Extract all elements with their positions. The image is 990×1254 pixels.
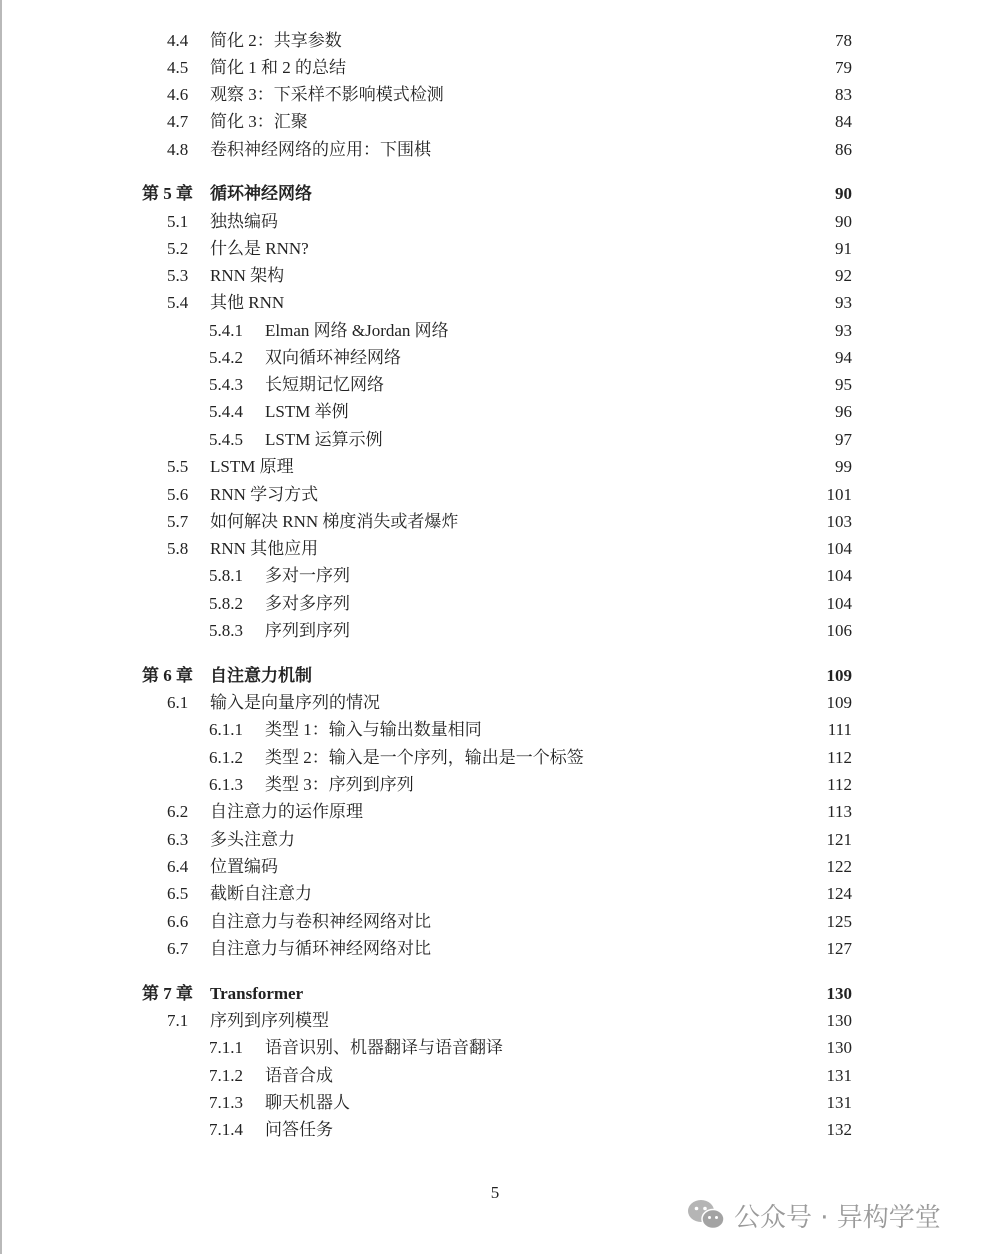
toc-number: 6.4 xyxy=(167,857,189,876)
toc-section-row[interactable] xyxy=(167,28,852,54)
toc-section-row[interactable] xyxy=(167,55,852,81)
toc-number: 4.7 xyxy=(167,112,189,131)
toc-title: Elman 网络 &Jordan 网络 xyxy=(265,318,453,344)
toc-section-row[interactable] xyxy=(167,82,852,108)
toc-subsection-row[interactable] xyxy=(209,1090,852,1116)
toc-number: 5.1 xyxy=(167,212,189,231)
toc-page-number: 91 xyxy=(829,236,852,262)
toc-section-row[interactable] xyxy=(167,936,852,962)
toc-page-number: 90 xyxy=(829,209,852,235)
toc-section-row[interactable] xyxy=(167,536,852,562)
toc-title: 位置编码 xyxy=(210,854,282,880)
toc-section-row[interactable] xyxy=(167,209,852,235)
toc-section-row[interactable] xyxy=(167,137,852,163)
toc-number: 7.1.4 xyxy=(209,1120,243,1139)
toc-page-number: 112 xyxy=(821,772,852,798)
toc-title: 多头注意力 xyxy=(210,827,299,853)
toc-title: 观察 3：下采样不影响模式检测 xyxy=(210,82,448,108)
toc-title: 循环神经网络 xyxy=(210,181,316,207)
toc-page-number: 104 xyxy=(821,591,853,617)
toc-title: RNN 学习方式 xyxy=(210,482,322,508)
toc-page-number: 127 xyxy=(821,936,853,962)
toc-section-row[interactable] xyxy=(167,881,852,907)
toc-page-number: 131 xyxy=(821,1063,853,1089)
toc-page-number: 131 xyxy=(821,1090,853,1116)
toc-title: 简化 3：汇聚 xyxy=(210,109,312,135)
toc-title: 聊天机器人 xyxy=(265,1090,354,1116)
toc-page-number: 112 xyxy=(821,745,852,771)
toc-page-number: 97 xyxy=(829,427,852,453)
toc-page-number: 78 xyxy=(829,28,852,54)
watermark xyxy=(686,1196,976,1234)
toc-page-number: 121 xyxy=(821,827,853,853)
toc-subsection-row[interactable] xyxy=(209,563,852,589)
toc-page-number: 96 xyxy=(829,399,852,425)
toc-title: 截断自注意力 xyxy=(210,881,316,907)
toc-title: Transformer xyxy=(210,981,307,1007)
toc-number: 5.4.1 xyxy=(209,321,243,340)
toc-page-number: 95 xyxy=(829,372,852,398)
toc-page-number: 93 xyxy=(829,318,852,344)
toc-number: 第 6 章 xyxy=(142,666,193,685)
toc-title: 多对一序列 xyxy=(265,563,354,589)
toc-number: 5.5 xyxy=(167,457,189,476)
toc-page-number: 103 xyxy=(821,509,853,535)
toc-number: 6.5 xyxy=(167,884,189,903)
toc-page-number: 84 xyxy=(829,109,852,135)
toc-title: 自注意力机制 xyxy=(210,663,316,689)
toc-page-number: 113 xyxy=(821,799,852,825)
toc-number: 6.1.1 xyxy=(209,720,243,739)
toc-page-number: 130 xyxy=(821,981,853,1007)
toc-title: RNN 架构 xyxy=(210,263,288,289)
toc-section-row[interactable] xyxy=(167,509,852,535)
toc-page-number: 130 xyxy=(821,1008,853,1034)
toc-page-number: 104 xyxy=(821,536,853,562)
toc-number: 4.5 xyxy=(167,58,189,77)
toc-number: 4.4 xyxy=(167,31,189,50)
toc-section-row[interactable] xyxy=(167,690,852,716)
toc-section-row[interactable] xyxy=(167,799,852,825)
toc-page-number: 93 xyxy=(829,290,852,316)
toc-number: 6.1.2 xyxy=(209,748,243,767)
toc-page-number: 90 xyxy=(829,181,852,207)
toc-number: 6.1.3 xyxy=(209,775,243,794)
toc-title: 简化 1 和 2 的总结 xyxy=(210,55,350,81)
toc-title: 双向循环神经网络 xyxy=(265,345,405,371)
toc-number: 6.6 xyxy=(167,912,189,931)
toc-number: 5.4.3 xyxy=(209,375,243,394)
toc-subsection-row[interactable] xyxy=(209,745,852,771)
toc-section-row[interactable] xyxy=(167,909,852,935)
toc-number: 5.3 xyxy=(167,266,189,285)
toc-title: LSTM 原理 xyxy=(210,454,298,480)
toc-page-number: 86 xyxy=(829,137,852,163)
toc-number: 4.8 xyxy=(167,140,189,159)
toc-title: 输入是向量序列的情况 xyxy=(210,690,384,716)
toc-number: 5.6 xyxy=(167,485,189,504)
toc-section-row[interactable] xyxy=(167,854,852,880)
toc-page-number: 111 xyxy=(822,717,852,743)
toc-title: 序列到序列 xyxy=(265,618,354,644)
toc-title: RNN 其他应用 xyxy=(210,536,322,562)
toc-subsection-row[interactable] xyxy=(209,618,852,644)
toc-number: 5.4.4 xyxy=(209,402,243,421)
toc-subsection-row[interactable] xyxy=(209,772,852,798)
toc-number: 5.8.1 xyxy=(209,566,243,585)
toc-subsection-row[interactable] xyxy=(209,345,852,371)
toc-title: 多对多序列 xyxy=(265,591,354,617)
toc-page-number: 122 xyxy=(821,854,853,880)
toc-section-row[interactable] xyxy=(167,109,852,135)
toc-chapter-row[interactable] xyxy=(142,981,852,1007)
toc-section-row[interactable] xyxy=(167,236,852,262)
toc-page-number: 124 xyxy=(821,881,853,907)
toc-title: 什么是 RNN? xyxy=(210,236,313,262)
toc-title: 长短期记忆网络 xyxy=(265,372,388,398)
toc-title: 类型 2：输入是一个序列，输出是一个标签 xyxy=(265,745,588,771)
toc-title: 卷积神经网络的应用：下围棋 xyxy=(210,137,435,163)
toc-page-number: 92 xyxy=(829,263,852,289)
toc-number: 7.1.2 xyxy=(209,1066,243,1085)
toc-chapter-row[interactable] xyxy=(142,181,852,207)
toc-number: 5.8 xyxy=(167,539,189,558)
toc-number: 5.4 xyxy=(167,293,189,312)
toc-number: 6.2 xyxy=(167,802,189,821)
toc-page-number: 130 xyxy=(821,1035,853,1061)
toc-section-row[interactable] xyxy=(167,827,852,853)
toc-title: 独热编码 xyxy=(210,209,282,235)
toc-page-number: 83 xyxy=(829,82,852,108)
toc-number: 6.7 xyxy=(167,939,189,958)
toc-title: 类型 3：序列到序列 xyxy=(265,772,418,798)
toc-title: 其他 RNN xyxy=(210,290,288,316)
toc-page-number: 79 xyxy=(829,55,852,81)
toc-subsection-row[interactable] xyxy=(209,427,852,453)
toc-number: 6.1 xyxy=(167,693,189,712)
toc-subsection-row[interactable] xyxy=(209,1063,852,1089)
toc-title: 如何解决 RNN 梯度消失或者爆炸 xyxy=(210,509,462,535)
toc-page-number: 104 xyxy=(821,563,853,589)
toc-chapter-row[interactable] xyxy=(142,663,852,689)
toc-section-row[interactable] xyxy=(167,1008,852,1034)
toc-title: LSTM 运算示例 xyxy=(265,427,387,453)
toc-number: 7.1 xyxy=(167,1011,189,1030)
toc-number: 4.6 xyxy=(167,85,189,104)
toc-title: 自注意力与循环神经网络对比 xyxy=(210,936,435,962)
toc-title: LSTM 举例 xyxy=(265,399,353,425)
toc-subsection-row[interactable] xyxy=(209,372,852,398)
toc-title: 简化 2：共享参数 xyxy=(210,28,346,54)
toc-subsection-row[interactable] xyxy=(209,1117,852,1143)
page-number: 5 xyxy=(490,1183,500,1202)
toc-number: 5.4.5 xyxy=(209,430,243,449)
toc-title: 自注意力与卷积神经网络对比 xyxy=(210,909,435,935)
toc-number: 第 7 章 xyxy=(142,984,193,1003)
toc-page-number: 109 xyxy=(821,690,853,716)
toc-page-number: 99 xyxy=(829,454,852,480)
toc-title: 类型 1：输入与输出数量相同 xyxy=(265,717,486,743)
toc-section-row[interactable] xyxy=(167,482,852,508)
toc-subsection-row[interactable] xyxy=(209,399,852,425)
toc-page-number: 109 xyxy=(821,663,853,689)
toc-number: 7.1.1 xyxy=(209,1038,243,1057)
toc-title: 语音合成 xyxy=(265,1063,337,1089)
toc-number: 5.2 xyxy=(167,239,189,258)
toc-page-number: 125 xyxy=(821,909,853,935)
toc-number: 5.7 xyxy=(167,512,189,531)
toc-section-row[interactable] xyxy=(167,263,852,289)
toc-title: 问答任务 xyxy=(265,1117,337,1143)
watermark-text: 公众号 · 异构学堂 xyxy=(734,1202,941,1233)
toc-number: 5.8.2 xyxy=(209,594,243,613)
toc-title: 自注意力的运作原理 xyxy=(210,799,367,825)
toc-section-row[interactable] xyxy=(167,454,852,480)
wechat-icon xyxy=(686,1198,726,1232)
toc-title: 序列到序列模型 xyxy=(210,1008,333,1034)
toc-page-number: 101 xyxy=(821,482,853,508)
toc-title: 语音识别、机器翻译与语音翻译 xyxy=(265,1035,507,1061)
toc-section-row[interactable] xyxy=(167,290,852,316)
toc-subsection-row[interactable] xyxy=(209,318,852,344)
toc-subsection-row[interactable] xyxy=(209,717,852,743)
toc-subsection-row[interactable] xyxy=(209,591,852,617)
toc-subsection-row[interactable] xyxy=(209,1035,852,1061)
toc-page-number: 94 xyxy=(829,345,852,371)
toc-number: 6.3 xyxy=(167,830,189,849)
toc-number: 5.8.3 xyxy=(209,621,243,640)
toc-number: 第 5 章 xyxy=(142,184,193,203)
toc-number: 7.1.3 xyxy=(209,1093,243,1112)
toc-number: 5.4.2 xyxy=(209,348,243,367)
toc-page-number: 132 xyxy=(821,1117,853,1143)
toc-page-number: 106 xyxy=(821,618,853,644)
